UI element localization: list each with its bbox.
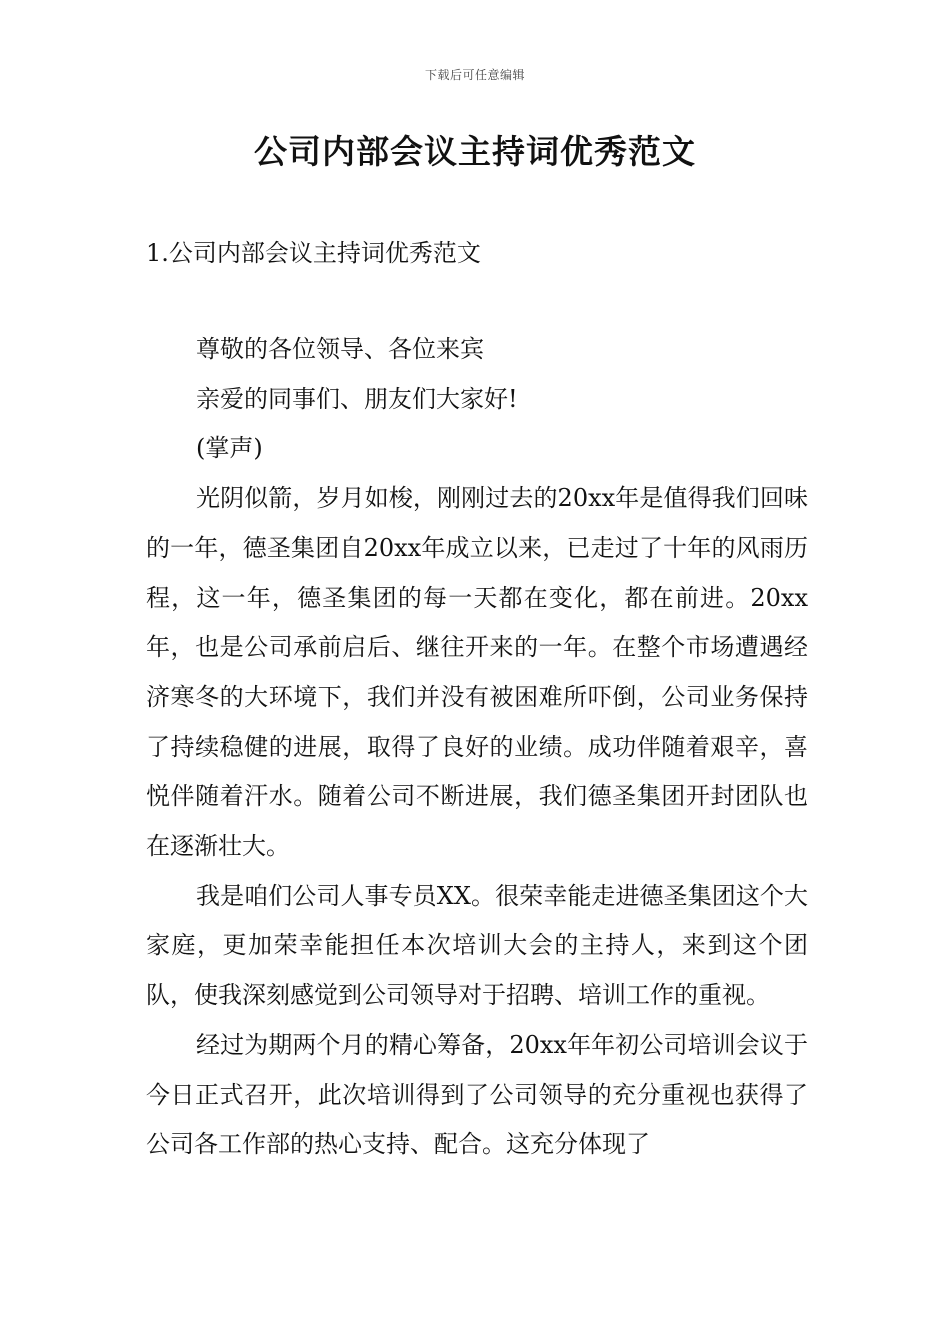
- section-heading: 1.公司内部会议主持词优秀范文: [146, 239, 481, 267]
- paragraph-review: 光阴似箭，岁月如梭，刚刚过去的20xx年是值得我们回味的一年，德圣集团自20xx年成立以来，已走过了十年的风雨历程，这一年，德圣集团的每一天都在变化，都在前进。20xx年，也是公司承前启后、继往开来的一年。在整个市场遭遇经济寒冬的大环境下，我们并没有被困难所吓倒，公司业务保持了持续稳健的进展，取得了良好的业绩。成功伴随着艰辛，喜悦伴随着汗水。随着公司不断进展，我们德圣集团开封团队也在逐渐壮大。: [146, 484, 808, 861]
- document-title: 公司内部会议主持词优秀范文: [254, 132, 696, 171]
- header-note: 下载后可任意编辑: [424, 68, 525, 82]
- paragraph-meeting: 经过为期两个月的精心筹备，20xx年年初公司培训会议于今日正式召开，此次培训得到了公司领导的充分重视也获得了公司各工作部的热心支持、配合。这充分体现了: [146, 1030, 808, 1159]
- paragraph-applause: (掌声): [196, 434, 263, 463]
- paragraph-greeting: 亲爱的同事们、朋友们大家好!: [196, 384, 518, 413]
- paragraph-salutation: 尊敬的各位领导、各位来宾: [196, 335, 484, 363]
- document-body: [146, 325, 808, 1170]
- paragraph-introduction: 我是咱们公司人事专员XX。很荣幸能走进德圣集团这个大家庭，更加荣幸能担任本次培训大会的主持人，来到这个团队，使我深刻感觉到公司领导对于招聘、培训工作的重视。: [146, 881, 808, 1010]
